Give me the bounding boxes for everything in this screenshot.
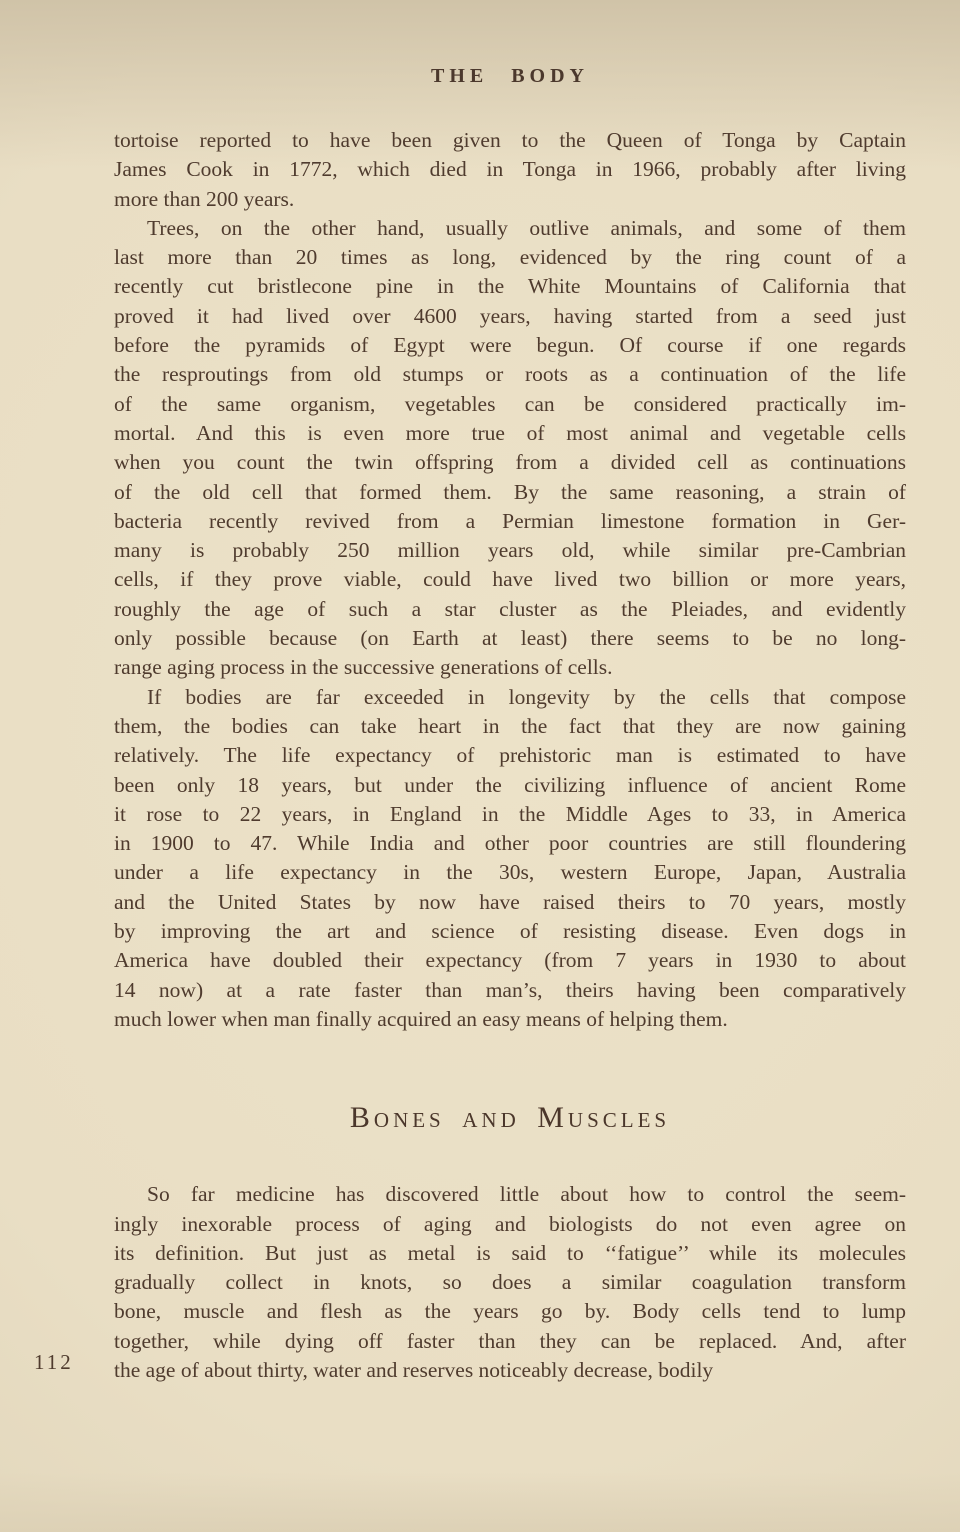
text-line: only possible because (on Earth at least) there seems to be no long- <box>114 626 906 651</box>
text-line: James Cook in 1772, which died in Tonga in 1966, probably after living <box>114 157 906 182</box>
text-line: Trees, on the other hand, usually outlive animals, and some of them <box>147 215 906 240</box>
text-line: relatively. The life expectancy of prehistoric man is estimated to have <box>114 743 906 768</box>
text-line: its definition. But just as metal is said to ‘‘fatigue’’ while its molecules <box>114 1240 906 1265</box>
text-line: the age of about thirty, water and reserves noticeably decrease, bodily <box>114 1357 714 1382</box>
text-line: when you count the twin offspring from a divided cell as continuations <box>114 450 906 475</box>
text-line: much lower when man finally acquired an easy means of helping them. <box>114 1006 728 1031</box>
text-line: in 1900 to 47. While India and other poor countries are still floundering <box>114 831 906 856</box>
text-line: cells, if they prove viable, could have lived two billion or more years, <box>114 567 906 592</box>
text-line: and the United States by now have raised theirs to 70 years, mostly <box>114 889 906 914</box>
text-line: range aging process in the successive generations of cells. <box>114 655 613 680</box>
running-header: THE BODY <box>430 65 590 87</box>
text-line: it rose to 22 years, in England in the Middle Ages to 33, in America <box>114 801 906 826</box>
text-line: proved it had lived over 4600 years, having started from a seed just <box>114 303 906 328</box>
text-line: So far medicine has discovered little about how to control the seem- <box>147 1182 906 1207</box>
text-line: before the pyramids of Egypt were begun. Of course if one regards <box>114 333 906 358</box>
text-line: of the same organism, vegetables can be considered practically im- <box>114 391 906 416</box>
text-line: recently cut bristlecone pine in the White Mountains of California that <box>114 274 906 299</box>
text-line: bacteria recently revived from a Permian limestone formation in Ger- <box>114 508 906 533</box>
text-line: mortal. And this is even more true of most animal and vegetable cells <box>114 420 906 445</box>
text-line: gradually collect in knots, so does a similar coagulation transform <box>114 1270 906 1295</box>
page-number: 112 <box>34 1350 74 1374</box>
text-line: ingly inexorable process of aging and biologists do not even agree on <box>114 1211 906 1236</box>
text-line: 14 now) at a rate faster than man’s, theirs having been comparatively <box>114 977 906 1002</box>
text-line: them, the bodies can take heart in the fact that they are now gaining <box>114 713 906 738</box>
text-line: more than 200 years. <box>114 186 295 211</box>
text-line: under a life expectancy in the 30s, western Europe, Japan, Australia <box>114 860 906 885</box>
text-line: roughly the age of such a star cluster as the Pleiades, and evidently <box>114 596 906 621</box>
text-block <box>114 126 906 1385</box>
text-line: America have doubled their expectancy (from 7 years in 1930 to about <box>114 948 906 973</box>
text-line: together, while dying off faster than they can be replaced. And, after <box>114 1328 906 1353</box>
text-line: by improving the art and science of resisting disease. Even dogs in <box>114 919 906 944</box>
paragraph <box>114 683 906 1035</box>
paragraph <box>114 1180 906 1385</box>
text-line: many is probably 250 million years old, while similar pre-Cambrian <box>114 538 906 563</box>
text-line: of the old cell that formed them. By the same reasoning, a strain of <box>114 479 906 504</box>
section-heading: Bones and Muscles <box>349 1101 671 1135</box>
text-column <box>114 64 906 1385</box>
paragraph <box>114 126 906 214</box>
text-line: bone, muscle and flesh as the years go by. Body cells tend to lump <box>114 1299 906 1324</box>
text-line: the resproutings from old stumps or roots as a continuation of the life <box>114 362 906 387</box>
paragraph <box>114 214 906 683</box>
text-line: If bodies are far exceeded in longevity by the cells that compose <box>147 684 906 709</box>
text-line: been only 18 years, but under the civilizing influence of ancient Rome <box>114 772 906 797</box>
text-line: tortoise reported to have been given to the Queen of Tonga by Captain <box>114 128 906 152</box>
text-line: last more than 20 times as long, evidenced by the ring count of a <box>114 245 906 270</box>
